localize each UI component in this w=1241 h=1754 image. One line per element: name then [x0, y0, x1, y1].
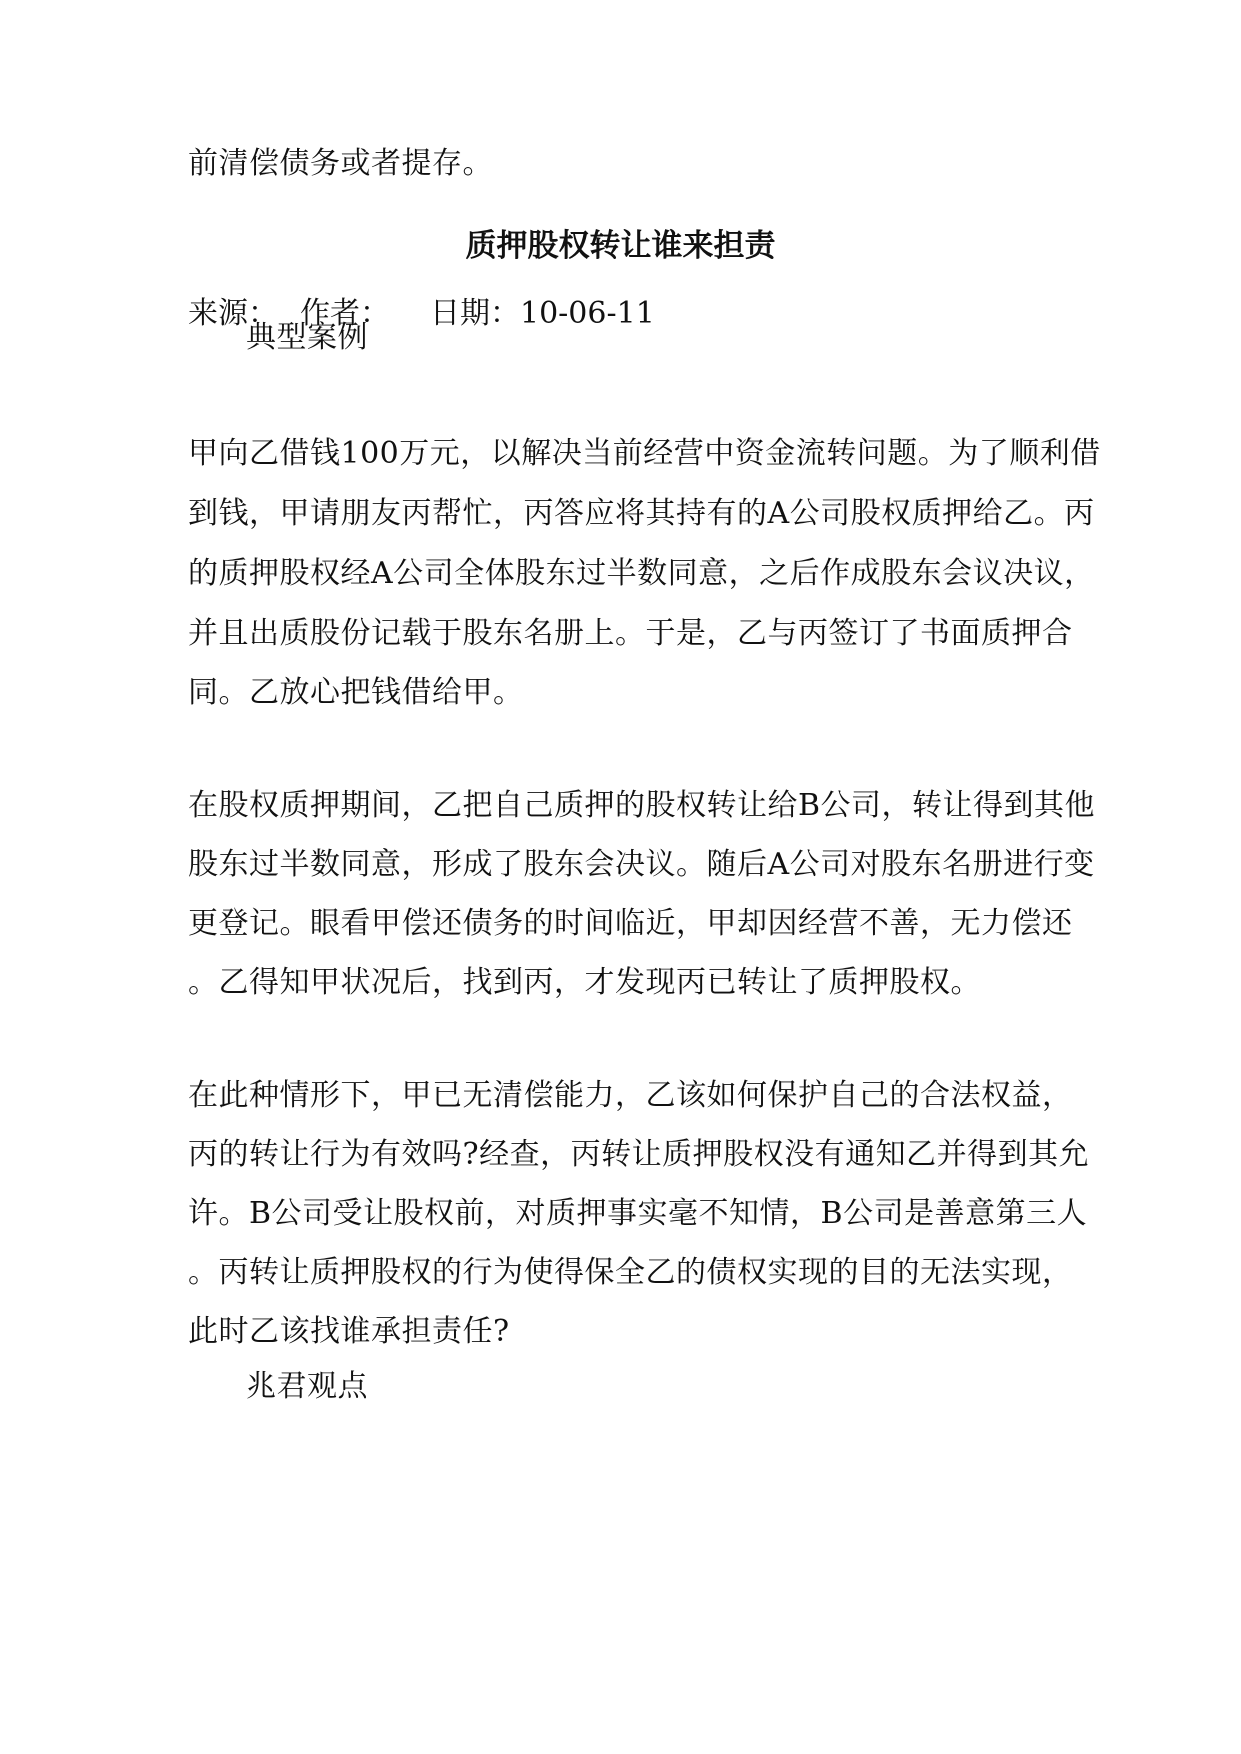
source-label: 来源： [188, 296, 278, 331]
paragraph-line: 的质押股权经A公司全体股东过半数同意，之后作成股东会议决议， [188, 556, 1095, 591]
case-heading: 典型案例 [246, 320, 368, 355]
article-title: 质押股权转让谁来担责 [465, 228, 776, 264]
date-label: 日期：10-06-11 [430, 296, 655, 331]
paragraph-line: 更登记。眼看甲偿还债务的时间临近，甲却因经营不善，无力偿还 [188, 906, 1073, 941]
paragraph-line: 并且出质股份记载于股东名册上。于是，乙与丙签订了书面质押合 [188, 616, 1073, 651]
paragraph-line: 同。乙放心把钱借给甲。 [188, 675, 524, 710]
carryover-line: 前清偿债务或者提存。 [188, 146, 493, 181]
paragraph-line: 。乙得知甲状况后，找到丙，才发现丙已转让了质押股权。 [188, 965, 981, 1000]
paragraph-line: 股东过半数同意，形成了股东会决议。随后A公司对股东名册进行变 [188, 847, 1095, 882]
view-heading: 兆君观点 [246, 1369, 368, 1404]
paragraph-line: 到钱，甲请朋友丙帮忙，丙答应将其持有的A公司股权质押给乙。丙 [188, 496, 1095, 531]
paragraph-line: 在此种情形下，甲已无清偿能力，乙该如何保护自己的合法权益， [188, 1078, 1073, 1113]
author-label: 作者： [300, 296, 390, 331]
paragraph-line: 许。B公司受让股权前，对质押事实毫不知情，B公司是善意第三人 [188, 1196, 1088, 1231]
paragraph-line: 。丙转让质押股权的行为使得保全乙的债权实现的目的无法实现， [188, 1255, 1073, 1290]
paragraph-line: 丙的转让行为有效吗?经查，丙转让质押股权没有通知乙并得到其允 [188, 1137, 1090, 1172]
paragraph-line: 此时乙该找谁承担责任? [188, 1314, 510, 1349]
paragraph-line: 在股权质押期间，乙把自己质押的股权转让给B公司，转让得到其他 [188, 788, 1096, 823]
paragraph-line: 甲向乙借钱100万元，以解决当前经营中资金流转问题。为了顺利借 [188, 436, 1101, 471]
